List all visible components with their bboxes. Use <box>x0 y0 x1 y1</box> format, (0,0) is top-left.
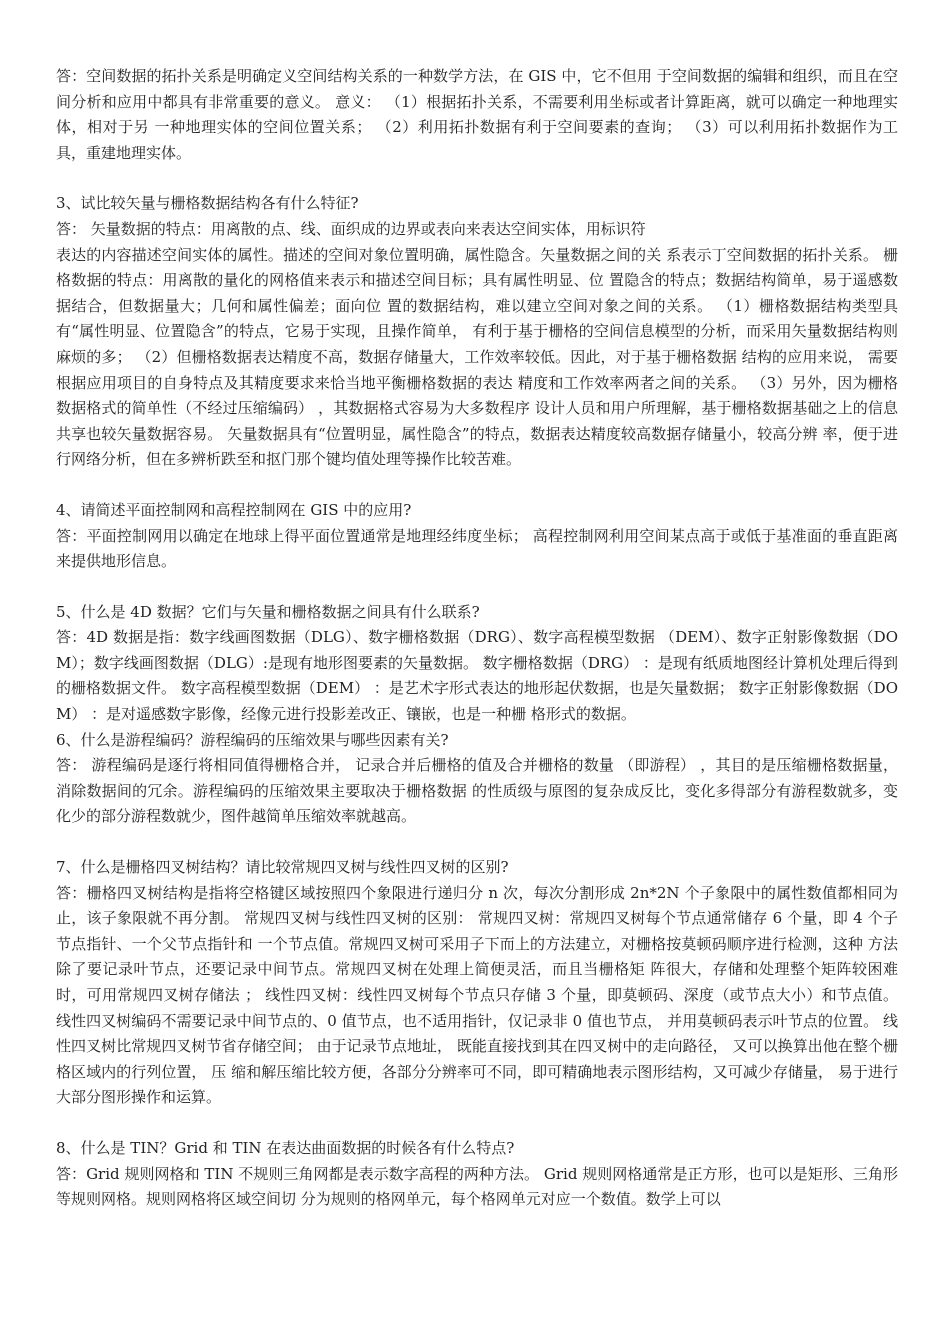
answer-text: 答：平面控制网用以确定在地球上得平面位置通常是地理经纬度坐标； 高程控制网利用空间某点高于或低于基准面的垂直距离来提供地形信息。 <box>56 526 898 571</box>
answer-text: 答： 矢量数据的特点：用离散的点、线、面织成的边界或表向来表达空间实体，用标识符 表达的内容描述空间实体的属性。描述的空间对象位置明确，属性隐含。矢量数据之间的关 系表示丁空间数据的拓扑关系。 栅格数据的特点：用离散的量化的网格值来表示和描述空间目标；具有属性明显、位 置隐含的特点；数据结构简单，易于遥感数据结合，但数据量大；几何和属性偏差；面向位 置的数据结构，难以建立空间对象之间的关系。 （1）栅格数据结构类型具有“属性明显、位置隐含”的特点，它易于实现，且操作简单， 有利于基于栅格的空间信息模型的分析，而采用矢量数据结构则麻烦的多； （2）但栅格数据表达精度不高，数据存储量大，工作效率较低。因此，对于基于栅格数据 结构的应用来说， 需要根据应用项目的自身特点及其精度要求来恰当地平衡栅格数据的表达 精度和工作效率两者之间的关系。 （3）另外，因为栅格数据格式的简单性（不经过压缩编码） ，其数据格式容易为大多数程序 设计人员和用户所理解，基于栅格数据基础之上的信息共享也较矢量数据容易。 矢量数据具有“位置明显，属性隐含”的特点，数据表达精度较高数据存储量小，较高分辨 率，便于进行网络分析，但在多辨析跌至和抠门那个键均值处理等操作比较苦难。 <box>56 219 898 469</box>
answer-text: 答：栅格四叉树结构是指将空格键区域按照四个象限进行递归分 n 次，每次分割形成 2n*2N 个子象限中的属性数值都相同为止，该子象限就不再分割。 常规四叉树与线性四叉树的区别： 常规四叉树：常规四叉树每个节点通常储存 6 个量，即 4 个子节点指针、一个父节点指针和 一个节点值。常规四叉树可采用子下而上的方法建立，对栅格按莫顿码顺序进行检测，这种 方法除了要记录叶节点，还要记录中间节点。常规四叉树在处理上简便灵活，而且当栅格矩 阵很大，存储和处理整个矩阵较困难时，可用常规四叉树存储法 ； 线性四叉树：线性四叉树每个节点只存储 3 个量，即莫顿码、深度（或节点大小）和节点值。 线性四叉树编码不需要记录中间节点的、0 值节点，也不适用指针，仅记录非 0 值也节点， 并用莫顿码表示叶节点的位置。 线性四叉树比常规四叉树节省存储空间； 由于记录节点地址， 既能直接找到其在四叉树中的走向路径， 又可以换算出他在整个栅格区域内的行列位置， 压 缩和解压缩比较方便，各部分分辨率可不同，即可精确地表示图形结构，又可减少存储量， 易于进行大部分图形操作和运算。 <box>56 883 898 1107</box>
answer-5 <box>56 625 898 727</box>
answer-text: 答：Grid 规则网格和 TIN 不规则三角网都是表示数字高程的两种方法。 Grid 规则网格通常是正方形，也可以是矩形、三角形等规则网格。规则网格将区域空间切 分为规则的格网单元，每个格网单元对应一个数值。数学上可以 <box>56 1164 898 1209</box>
answer-7 <box>56 881 898 1111</box>
answer-4 <box>56 524 898 575</box>
question-3 <box>56 191 898 217</box>
answer-6 <box>56 753 898 830</box>
answer-text: 答：4D 数据是指：数字线画图数据（DLG）、数字栅格数据（DRG）、数字高程模型数据 （DEM）、数字正射影像数据（DOM）；数字线画图数据（DLG）:是现有地形图要素的矢量数据。 数字栅格数据（DRG） ：是现有纸质地图经计算机处理后得到的栅格数据文件。 数字高程模型数据（DEM） ：是艺术字形式表达的地形起伏数据，也是矢量数据； 数字正射影像数据（DOM） ：是对遥感数字影像，经像元进行投影差改正、镶嵌，也是一种栅 格形式的数据。 <box>56 628 898 724</box>
document-page <box>56 64 898 1213</box>
question-8 <box>56 1136 898 1162</box>
answer-8 <box>56 1162 898 1213</box>
question-title: 8、什么是 TIN？Grid 和 TIN 在表达曲面数据的时候各有什么特点? <box>56 1138 515 1157</box>
answer-topology <box>56 64 898 166</box>
question-6 <box>56 728 898 754</box>
question-title: 7、什么是栅格四叉树结构？请比较常规四叉树与线性四叉树的区别? <box>56 858 509 877</box>
question-title: 4、请简述平面控制网和高程控制网在 GIS 中的应用? <box>56 500 412 519</box>
answer-text: 答：空间数据的拓扑关系是明确定义空间结构关系的一种数学方法，在 GIS 中，它不但用 于空间数据的编辑和组织，而且在空间分析和应用中都具有非常重要的意义。 意义： （1）根据拓扑关系，不需要利用坐标或者计算距离，就可以确定一种地理实体，相对于另 一种地理实体的空间位置关系； （2）利用拓扑数据有利于空间要素的查询； （3）可以利用拓扑数据作为工具，重建地理实体。 <box>56 67 898 162</box>
question-title: 3、试比较矢量与栅格数据结构各有什么特征? <box>56 194 359 213</box>
question-title: 5、什么是 4D 数据？它们与矢量和栅格数据之间具有什么联系? <box>56 602 480 621</box>
question-title: 6、什么是游程编码？游程编码的压缩效果与哪些因素有关? <box>56 730 449 749</box>
question-4 <box>56 498 898 524</box>
answer-3 <box>56 217 898 473</box>
answer-text: 答： 游程编码是逐行将相同值得栅格合并， 记录合并后栅格的值及合并栅格的数量 （即游程） ，其目的是压缩栅格数据量，消除数据间的冗余。游程编码的压缩效果主要取决于栅格数据 的性质级与原图的复杂成反比，变化多得部分有游程数就多，变化少的部分游程数就少，图件越简单压缩效率就越高。 <box>56 756 898 826</box>
question-7 <box>56 855 898 881</box>
question-5 <box>56 600 898 626</box>
